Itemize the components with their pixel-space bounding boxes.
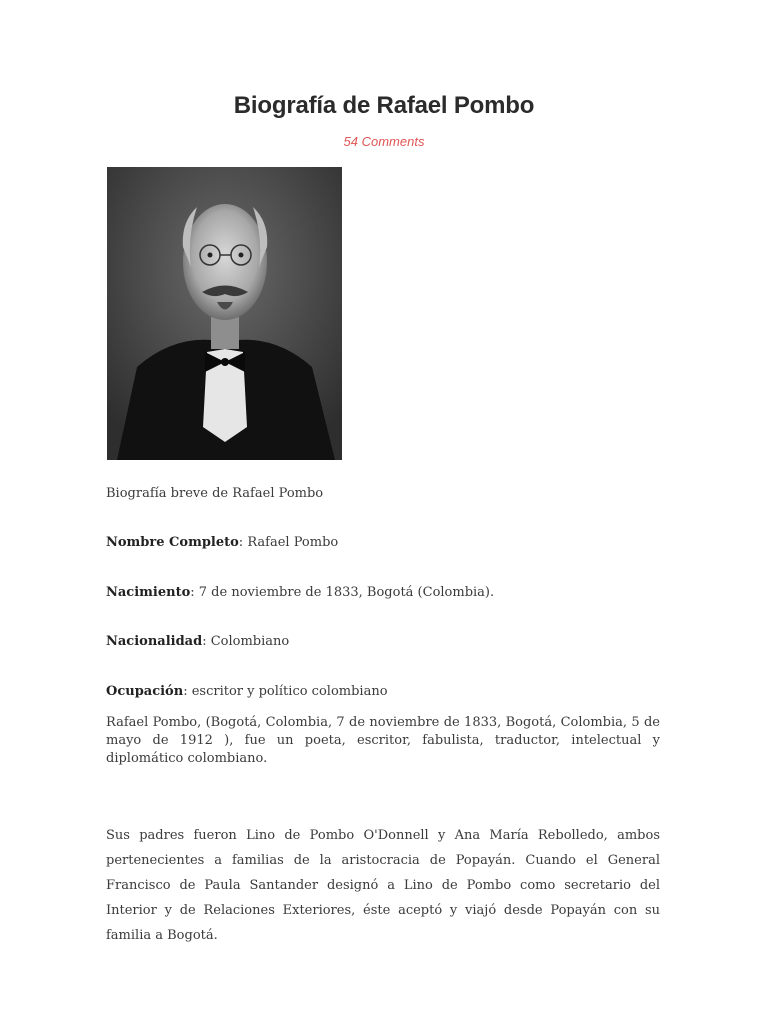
page-title: Biografía de Rafael Pombo [233, 92, 535, 119]
fact-value: Rafael Pombo [247, 535, 339, 550]
fact-label: Nacimiento [106, 585, 191, 600]
biography-paragraph-2: Sus padres fueron Lino de Pombo O'Donnell y Ana María Rebolledo, ambos pertenecientes a familias de la aristocracia de Popayán. Cuando el General Francisco de Paula Santander designó a Lino de Pombo como secretario del Interior y de Relaciones Exteriores, éste aceptó y viajó desde Popayán con su familia a Bogotá. [106, 828, 660, 943]
biography-paragraph-1: Rafael Pombo, (Bogotá, Colombia, 7 de noviembre de 1833, Bogotá, Colombia, 5 de mayo de 1912 ), fue un poeta, escritor, fabulista, traductor, intelectual y diplomático colombiano. [106, 715, 660, 766]
fact-birth: Nacimiento: 7 de noviembre de 1833, Bogotá (Colombia). [106, 585, 495, 600]
fact-value: 7 de noviembre de 1833, Bogotá (Colombia). [198, 585, 495, 600]
fact-value: Colombiano [210, 634, 290, 649]
fact-value: escritor y político colombiano [191, 684, 388, 699]
comments-link[interactable]: 54 Comments [343, 134, 425, 149]
fact-label: Nacionalidad [106, 634, 203, 649]
fact-label: Nombre Completo [106, 535, 239, 550]
fact-occupation: Ocupación: escritor y político colombiano [106, 684, 388, 699]
fact-full-name: Nombre Completo: Rafael Pombo [106, 535, 339, 550]
fact-nationality: Nacionalidad: Colombiano [106, 634, 290, 649]
portrait-image [107, 167, 342, 460]
intro-text: Biografía breve de Rafael Pombo [106, 486, 324, 501]
fact-label: Ocupación [106, 684, 184, 699]
